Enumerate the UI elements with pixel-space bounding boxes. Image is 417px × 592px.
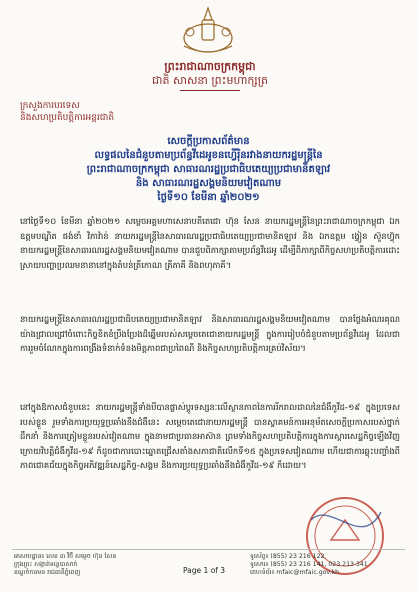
footer-address (14, 553, 164, 577)
kingdom-header (120, 60, 300, 91)
address-line-1: លេខ ៣ វិថី សម្តេច ហ៊ុន សែន (46, 553, 117, 560)
tel-label: ទូរស័ព្ទ៖ (250, 553, 269, 560)
body-paragraph-1: នៅថ្ងៃទី១០ ខែមីនា ឆ្នាំ២០២១ សម្តេចអគ្គមហាសេនាបតីតេជោ ហ៊ុន សែន នាយករដ្ឋមន្ត្រីនៃព្រះរាជាណាចក្រកម្ពុជា ឯកឧត្តមបណ្ឌិត ផង់ខាំ វិភាវ៉ាន់ នាយករដ្ឋមន្ត្រីនៃសាធារណរដ្ឋប្រជាធិបតេយ្យប្រជាមានិតឡាវ និង ឯកឧត្តម ង្វៀន ស៊ួនហ៊្វុក នាយករដ្ឋមន្ត្រីនៃសាធារណរដ្ឋសង្គមនិយមវៀតណាម បានជួបពិភាក្សាតាមប្រព័ន្ធវីដេអូ ដើម្បីពិភាក្សាពីកិច្ចសហប្រតិបត្តិការដោះស្រាយបញ្ហាប្រឈមនានានៅក្នុងតំបន់ត្រីកោណ គ្រីភាគី និងពហុភាគី។ (20, 216, 400, 270)
ministry-block (20, 100, 140, 124)
footer-contact (250, 553, 410, 577)
kingdom-line-2: ជាតិ សាសនា ព្រះមហាក្សត្រ (152, 74, 268, 87)
press-release-title (30, 135, 387, 205)
address-line-3: ខណ្ឌចំការមន រាជធានីភ្នំពេញ (14, 569, 81, 576)
page-indicator: Page 1 of 3 (183, 566, 226, 575)
web-label: គេហទំព័រ៖ (250, 569, 275, 576)
ministry-line-1: ក្រសួងការបរទេស (20, 101, 80, 111)
ministry-line-2: និងសហប្រតិបត្តិការអន្តរជាតិ (20, 113, 115, 123)
fax-value: (855) 23 216 141, 023 213 341 (270, 561, 368, 568)
title-line-1: សេចក្តីប្រកាសព័ត៌មាន (167, 136, 250, 147)
body-paragraph-2: នាយករដ្ឋមន្ត្រីនៃសាធារណរដ្ឋប្រជាធិបតេយ្យប្រជាមានិតឡាវ និងសាធារណរដ្ឋសង្គមនិយមវៀតណាម បានថ្លែងអំណរគុណយ៉ាងជ្រាលជ្រៅចំពោះកិច្ចខិតខំប្រឹងប្រែងដ៏ឆ្នើមរបស់សម្តេចតេជោនាយករដ្ឋមន្ត្រី ក្នុងការរៀបចំជំនួបតាមប្រព័ន្ធវីដេអូ ដែលជាការរួមចំណែកក្នុងការពង្រឹងទំនាក់ទំនងមិត្តភាពជាប្រពៃណី និងកិច្ចសហប្រតិបត្តិការគ្រប់វិស័យ។ (20, 314, 400, 354)
kingdom-line-1: ព្រះរាជាណាចក្រកម្ពុជា (164, 60, 256, 73)
header-rule (180, 90, 240, 91)
fax-label: ទូរសារ៖ (250, 561, 269, 568)
web-value: mfaic@mfaic.gov.kh (276, 569, 340, 576)
address-line-2: ក្រុងព្រះ សង្កាត់ទន្លេបាសាក់ (14, 561, 78, 568)
body-paragraph-3: នៅក្នុងឱកាសជំនួបនេះ នាយករដ្ឋមន្ត្រីទាំងបីបានផ្លាស់ប្តូរទស្សនៈលើស្ថានភាពនៃការរីករាលដាលនៃជំងឺកូវីដ-១៩ ក្នុងប្រទេសរបស់ខ្លួន រួមទាំងការប្រយុទ្ធប្រឆាំងនឹងជំងឺនេះ សម្តេចតេជោនាយករដ្ឋមន្ត្រី បានស្វាគមន៍ការអនុម័តសេចក្តីប្រកាសរបស់ថ្នាក់ដឹកនាំ និងការត្រៀមខ្លួនរបស់វៀតណាម ក្នុងនាមជាប្រធានអាស៊ាន ព្រមទាំងកិច្ចសហប្រតិបត្តិការក្នុងការស្តារសេដ្ឋកិច្ចឡើងវិញ ក្រោយវិបត្តិជំងឺកូវីដ-១៩ ក៏ដូចជាការបោះឆ្នោតជ្រើសតាំងសភាជាតិលើកទី១៥ ក្នុងប្រទេសវៀតណាម ហើយជាការឆ្លុះបញ្ចាំងពីភាពជោគជ័យក្នុងកិច្ចអភិវឌ្ឍន៍សេដ្ឋកិច្ច-សង្គម និងការប្រយុទ្ធប្រឆាំងនឹងជំងឺកូវីដ-១៩ ក៏ដោយ។ (20, 402, 400, 471)
footer-divider (12, 549, 405, 550)
title-line-3: ព្រះរាជាណាចក្រកម្ពុជា សាធារណរដ្ឋប្រជាធិបតេយ្យប្រជាមានិតឡាវ (86, 164, 331, 175)
title-date: ថ្ងៃទី១០ ខែមីនា ឆ្នាំ២០២១ (157, 192, 260, 203)
address-label: អាសយដ្ឋាន៖ (14, 553, 45, 560)
title-line-4: និង សាធារណរដ្ឋសង្គមនិយមវៀតណាម (135, 178, 282, 189)
royal-coat-of-arms-icon (176, 6, 240, 56)
title-line-2: លទ្ធផលនៃជំនួបតាមប្រព័ន្ធវីដេអូខនហ្វើរ៉ិនរវាងនាយករដ្ឋមន្ត្រីនៃ (94, 150, 323, 161)
tel-value: (855) 23 216 122 (270, 553, 325, 560)
